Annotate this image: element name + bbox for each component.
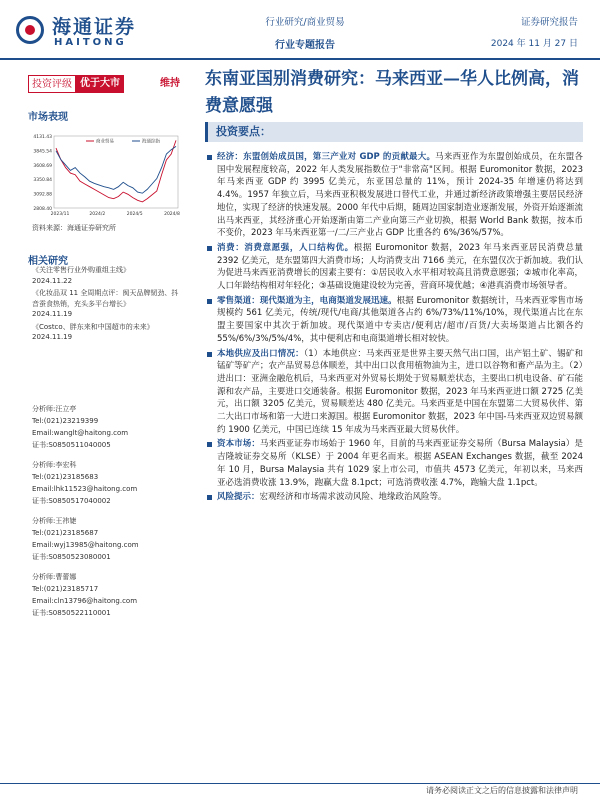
haitong-logo [16, 12, 166, 52]
analyst-card [32, 571, 182, 619]
key-points-list [205, 151, 583, 506]
key-point-heading: 资本市场： [217, 439, 260, 450]
y-tick-label: 3350.84 [33, 178, 52, 184]
related-research-title: 《化妆品双 11 全周期点评：阂天品牌韧劲、抖音蚕食热销，充头多平台增长》 [32, 289, 179, 308]
key-point-heading: 本地供应及出口情况： [217, 348, 304, 359]
logo-cn-text: 海通证券 [52, 16, 137, 38]
analyst-name: 分析师:曹蕾娜 [32, 573, 77, 581]
related-research-item[interactable] [32, 265, 182, 286]
analyst-tel: Tel:(021)23185717 [32, 585, 99, 593]
x-tick-label: 2024/8 [164, 212, 180, 217]
y-tick-label: 3092.88 [33, 192, 52, 198]
analyst-list [32, 403, 182, 627]
rating-value: 优于大市 [76, 75, 124, 93]
analyst-email[interactable]: Email:lhk11523@haitong.com [32, 485, 138, 493]
related-research-item[interactable] [32, 288, 182, 320]
key-point [205, 242, 583, 293]
investment-rating [28, 75, 186, 93]
analyst-cert: 证书:S0850522110001 [32, 609, 111, 617]
footer-divider [0, 783, 600, 784]
y-tick-label: 4131.43 [33, 135, 52, 140]
header-category-block [252, 14, 358, 51]
analyst-name: 分析师:汪立亭 [32, 405, 77, 413]
y-tick-label: 3845.54 [33, 149, 52, 155]
key-point-heading: 经济：东盟创始成员国，第三产业对 GDP 的贡献最大。 [217, 152, 436, 162]
key-point [205, 151, 583, 240]
analyst-email[interactable]: Email:wyj13985@haitong.com [32, 541, 139, 549]
analyst-tel: Tel:(021)23185687 [32, 529, 99, 537]
analyst-email[interactable]: Email:wanglt@haitong.com [32, 429, 129, 437]
key-point [205, 438, 583, 489]
x-tick-label: 2023/11 [50, 212, 70, 217]
related-research-title: 《Costco、胖东来和中国超市的未来》 [32, 322, 154, 331]
key-point-body: （1）本地供应：马来西亚是世界主要天然气出口国，出产铝土矿、锡矿和锰矿等矿产；农产品贸易总体顺差，其中出口以食用植物油为主，进口以谷物和畜产品为主。（2）进出口：亚洲金融危机后，马来西亚对外贸易长期处于贸易顺差状态，主要出口机电设备、矿石能源和农产品，主要进口交通装备。根据 Euromonitor 数据，2023 年马来西亚进口额 2725 亿美元，出口额 3205 亿美元，贸易顺差达 480 亿美元。马来西亚是中国在东盟第二大贸易伙伴、第二大出口市场和第一大进口来源国。根据 Euromonitor 数据，2023 年中国-马来西亚双边贸易额约 1900 亿美元，中国已连续 15 年成为马来西亚最大贸易伙伴。 [217, 348, 583, 435]
research-label: 证券研究报告 [520, 17, 578, 28]
related-research-date: 2024.11.19 [32, 333, 73, 341]
y-tick-label: 2808.40 [33, 207, 52, 212]
key-point [205, 348, 583, 437]
analyst-name: 分析师:王祎婕 [32, 517, 77, 525]
related-research-list [32, 265, 182, 345]
x-tick-label: 2024/2 [89, 212, 106, 217]
key-point-body: 根据 Euromonitor 数据，2023 年马来西亚居民消费总量 2392 亿美元，是东盟第四大消费市场；人均消费支出 7166 美元，在东盟仅次于新加坡。我们认为促进马来西亚消费增长的因素主要有：①居民收入水平相对较高且消费意愿强；②城市化率高，人口年龄结构相对年轻化；③基础设施建设较为完善，营商环境优越；④港真消费市场领导者。 [217, 242, 583, 292]
header-date-block [491, 14, 578, 49]
report-type: 行业专题报告 [275, 40, 335, 51]
footer-disclaimer: 请务必阅读正文之后的信息披露和法律声明 [426, 786, 578, 795]
rating-label: 投资评级 [28, 75, 76, 93]
analyst-card [32, 459, 182, 507]
market-performance-chart [28, 130, 182, 218]
key-points-title: 投资要点： [205, 122, 583, 142]
logo-en-text: HAITONG [54, 37, 127, 48]
key-point-body: 马来西亚证券市场始于 1960 年，目前的马来西亚证券交易所（Bursa Malaysia）是吉隆坡证券交易所（KLSE）于 2004 年更名而来。根据 ASEAN Exchanges 数据，截至 2024 年 10 月，Bursa Malaysia 共有 1029 家上市公司，市值共 4573 亿美元，年初以来，马来西亚必选消费收涨 13.9%，跑赢大盘 8.1pct；可选消费收涨 4.7%，跑输大盘 1.1pct。 [217, 439, 583, 488]
report-date: 2024 年 11 月 27 日 [490, 39, 578, 49]
related-section-title: 相关研究 [28, 256, 68, 267]
key-point-body: 马来西亚作为东盟创始成员，在东盟各国中发展程度较高，2022 年人类发展指数位于"非常高"区间。根据 Euromonitor 数据，2023 年马来西亚 GDP 约 3995 亿美元，东亚国总量的 11%，预计 2024-35 年增速仍将达到 4.4%。1957 年独立后，马来西亚积极发展进口替代工业，并通过新经济政策增强主要居民经济地位，实现了经济的快速发展。2000 年代中后期，随周边国家制造业逐渐发展，外资开始逐渐流出马来西亚，其经济重心开始逐渐由第二产业向第三产业切换，根据 World Bank 数据，按本币不变价，2023 年马来西亚第一/二/三产业占 GDP 比重各约 6%/36%/57%。 [217, 152, 583, 239]
analyst-card [32, 515, 182, 563]
y-tick-label: 3608.69 [33, 163, 52, 169]
report-header [0, 0, 600, 60]
analyst-card [32, 403, 182, 451]
key-point [205, 491, 583, 504]
analyst-cert: 证书:S0850511040005 [32, 441, 111, 449]
market-section-title: 市场表现 [28, 112, 68, 123]
chart-source: 资料来源：海通证券研究所 [32, 224, 116, 232]
haitong-logo-icon [16, 16, 44, 44]
key-point [205, 295, 583, 346]
report-category: 行业研究/商业贸易 [265, 17, 345, 28]
legend-label: 海通综指 [142, 139, 160, 145]
key-point-heading: 风险提示： [217, 492, 260, 503]
related-research-item[interactable] [32, 322, 182, 343]
key-point-body: 宏观经济和市场需求波动风险、地缘政治风险等。 [259, 492, 447, 503]
legend-label: 商业贸易 [96, 139, 114, 145]
analyst-tel: Tel:(021)23185683 [32, 473, 99, 481]
key-point-heading: 消费：消费意愿强，人口结构优。 [217, 242, 354, 253]
analyst-cert: 证书:S0850523080001 [32, 553, 111, 561]
rating-change: 维持 [160, 78, 180, 89]
analyst-email[interactable]: Email:cln13796@haitong.com [32, 597, 138, 605]
analyst-name: 分析师:李宏科 [32, 461, 77, 469]
key-point-body: 根据 Euromonitor 数据统计，马来西亚零售市场规模约 561 亿美元，传统/现代/电商/其他渠道各占约 6%/73%/11%/10%，现代渠道占比在东盟主要国家中其次于新加坡。现代渠道中专卖店/便利店/超市/百货/大卖场渠道占比额各约 55%/6%/3%/5%/4%，其中便利店和电商渠道增长相对较快。 [217, 295, 583, 344]
key-point-heading: 零售渠道：现代渠道为主，电商渠道发展迅速。 [217, 295, 397, 306]
analyst-tel: Tel:(021)23219399 [32, 417, 99, 425]
x-tick-label: 2024/5 [126, 212, 143, 217]
series-line-trade [56, 140, 176, 202]
related-research-title: 《关注零售行业外购重组主线》 [32, 266, 130, 274]
analyst-cert: 证书:S0850517040002 [32, 497, 111, 505]
related-research-date: 2024.11.22 [32, 276, 73, 285]
report-title: 东南亚国别消费研究：马来西亚—华人比例高，消费意愿强 [205, 69, 579, 116]
related-research-date: 2024.11.19 [32, 310, 73, 318]
